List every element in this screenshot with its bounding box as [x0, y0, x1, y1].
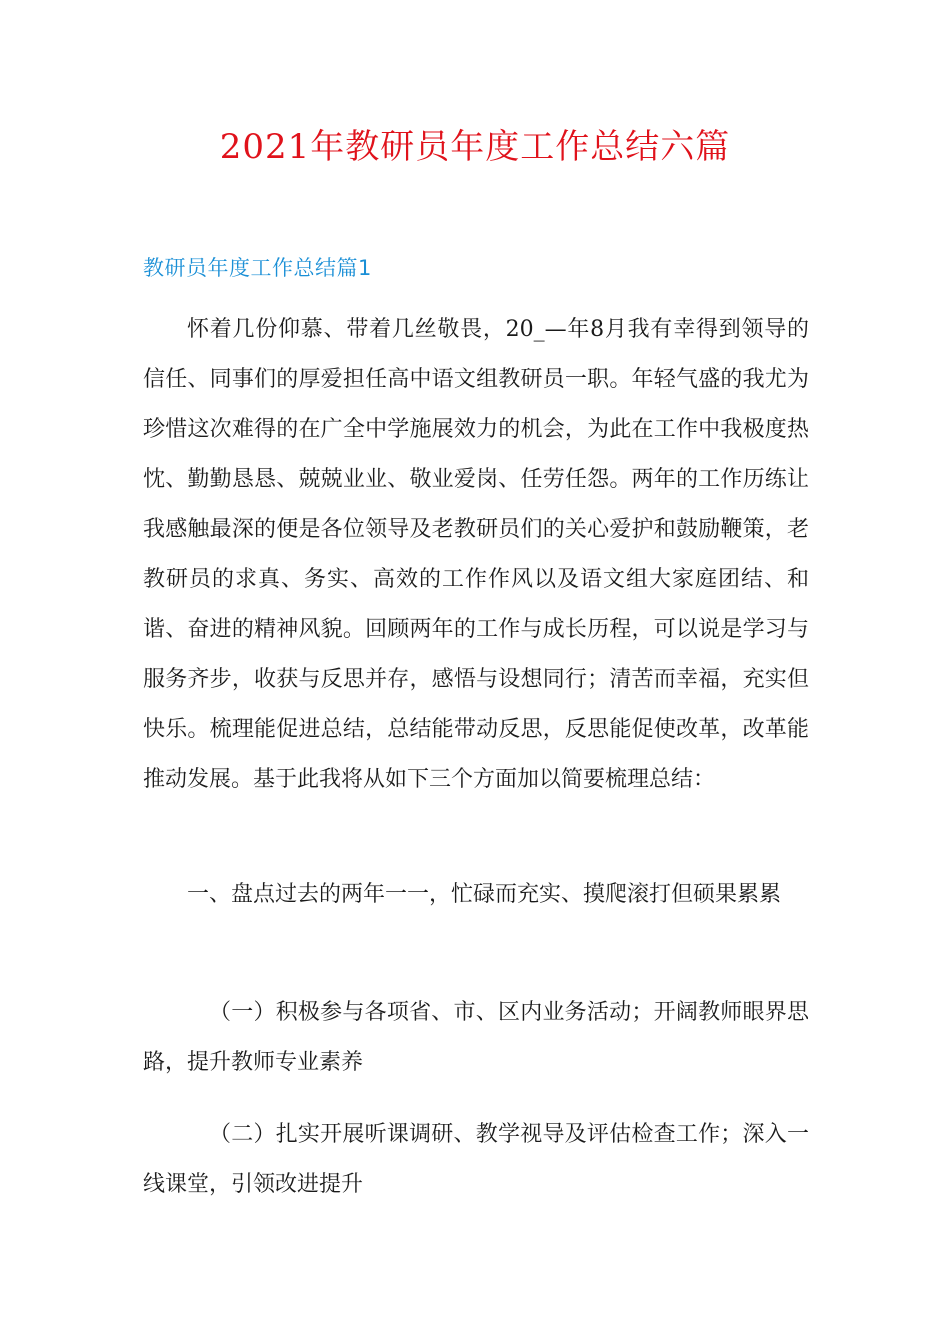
document-title: 2021年教研员年度工作总结六篇 [219, 127, 731, 167]
body-paragraph-part-one: 一、盘点过去的两年一一，忙碌而充实、摸爬滚打但硕果累累 [187, 882, 782, 907]
section-heading: 教研员年度工作总结篇1 [143, 256, 372, 280]
body-paragraph-intro: 怀着几份仰慕、带着几丝敬畏，20_—年8月我有幸得到领导的信任、同事们的厚爱担任高中语文组教研员一职。年轻气盛的我尤为珍惜这次难得的在广全中学施展效力的机会，为此在工作中我极度热忱、勤勤恳恳、兢兢业业、敬业爱岗、任劳任怨。两年的工作历练让我感触最深的便是各位领导及老教研员们的关心爱护和鼓励鞭策，老教研员的求真、务实、高效的工作作风以及语文组大家庭团结、和谐、奋进的精神风貌。回顾两年的工作与成长历程，可以说是学习与服务齐步，收获与反思并存，感悟与设想同行；清苦而幸福，充实但快乐。梳理能促进总结，总结能带动反思，反思能促使改革，改革能推动发展。基于此我将从如下三个方面加以简要梳理总结： [143, 317, 809, 792]
body-paragraph-subitem-1: （一）积极参与各项省、市、区内业务活动；开阔教师眼界思路，提升教师专业素养 [143, 1000, 809, 1075]
body-paragraph-subitem-2: （二）扎实开展听课调研、教学视导及评估检查工作；深入一线课堂，引领改进提升 [143, 1122, 809, 1197]
